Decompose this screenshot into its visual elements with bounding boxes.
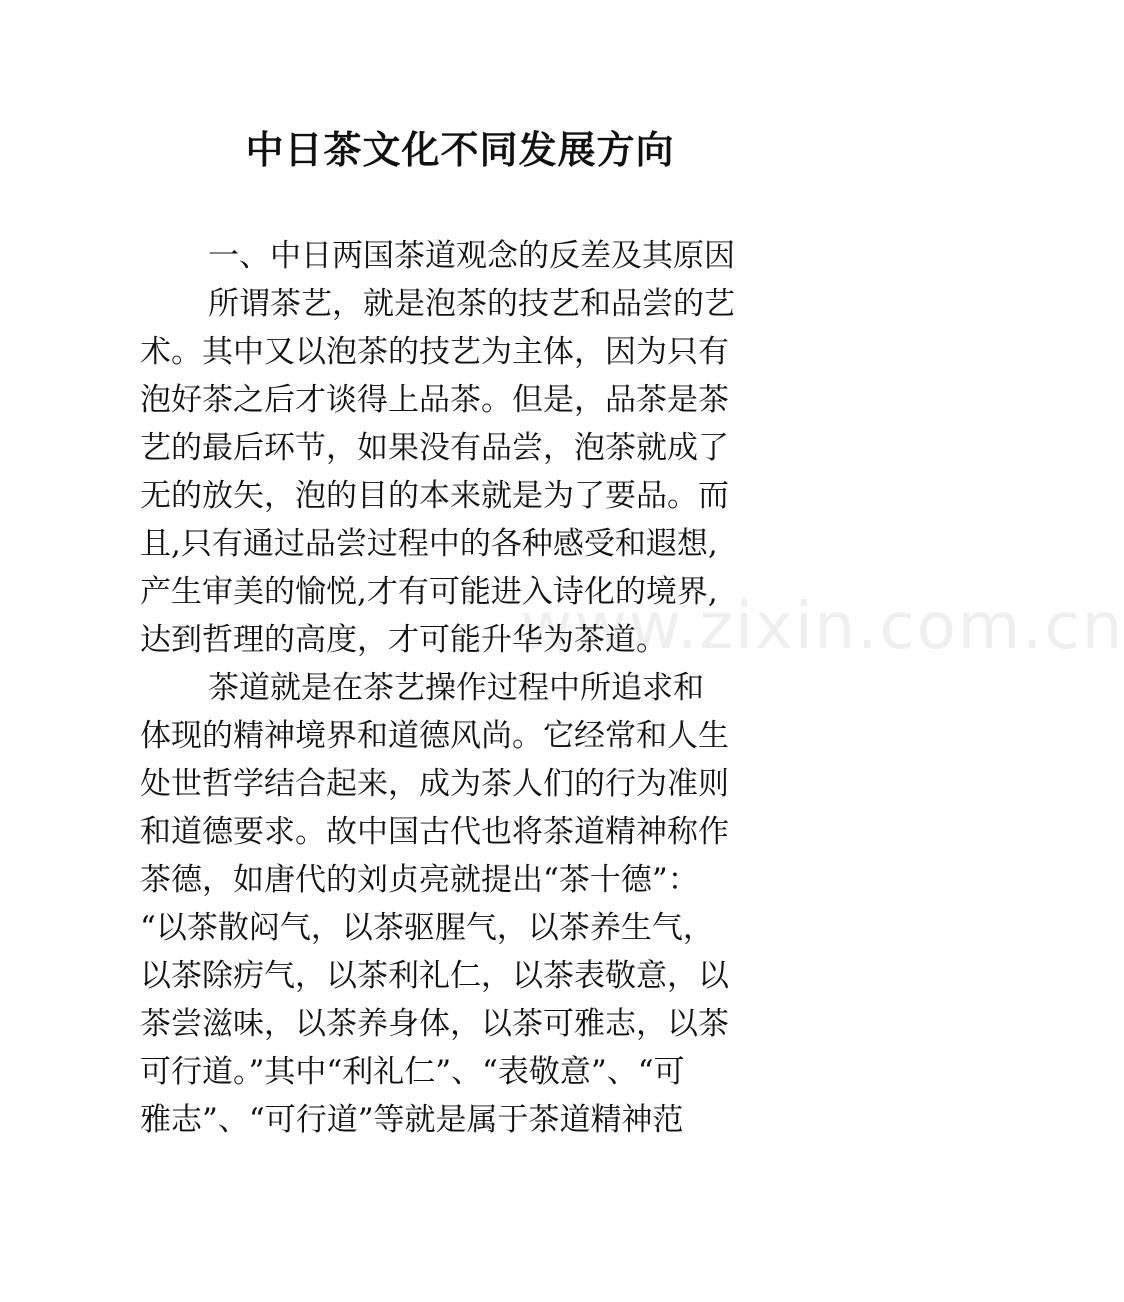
text-line: 茶德，如唐代的刘贞亮就提出“茶十德”： — [140, 862, 699, 898]
text-line: 茶道就是在茶艺操作过程中所追求和 — [208, 670, 704, 706]
text-line: 艺的最后环节，如果没有品尝，泡茶就成了 — [140, 430, 729, 466]
text-line: “以茶散闷气，以茶驱腥气，以茶养生气， — [140, 910, 714, 946]
text-line: 可行道。”其中“利礼仁”、“表敬意”、“可 — [140, 1054, 685, 1090]
text-line: 所谓茶艺，就是泡茶的技艺和品尝的艺 — [208, 286, 735, 322]
text-line: 茶尝滋味，以茶养身体，以茶可雅志，以茶 — [140, 1006, 729, 1042]
text-line: 术。其中又以泡茶的技艺为主体，因为只有 — [140, 334, 729, 370]
text-line: 产生审美的愉悦,才有可能进入诗化的境界, — [140, 574, 718, 610]
text-line: 一、中日两国茶道观念的反差及其原因 — [208, 238, 735, 274]
text-line: 且,只有通过品尝过程中的各种感受和遐想, — [140, 526, 718, 562]
text-line: 体现的精神境界和道德风尚。它经常和人生 — [140, 718, 729, 754]
text-line: 达到哲理的高度，才可能升华为茶道。 — [140, 622, 667, 658]
document-body — [140, 232, 790, 1144]
document-title: 中日茶文化不同发展方向 — [245, 127, 675, 172]
text-line: 和道德要求。故中国古代也将茶道精神称作 — [140, 814, 729, 850]
text-line: 雅志”、“可行道”等就是属于茶道精神范 — [140, 1102, 684, 1138]
watermark: www.zixin.com.cn — [520, 590, 1124, 664]
text-line: 泡好茶之后才谈得上品茶。但是，品茶是茶 — [140, 382, 729, 418]
text-line: 无的放矢，泡的目的本来就是为了要品。而 — [140, 478, 729, 514]
text-line: 以茶除疠气，以茶利礼仁，以茶表敬意，以 — [140, 958, 729, 994]
text-line: 处世哲学结合起来，成为茶人们的行为准则 — [140, 766, 729, 802]
